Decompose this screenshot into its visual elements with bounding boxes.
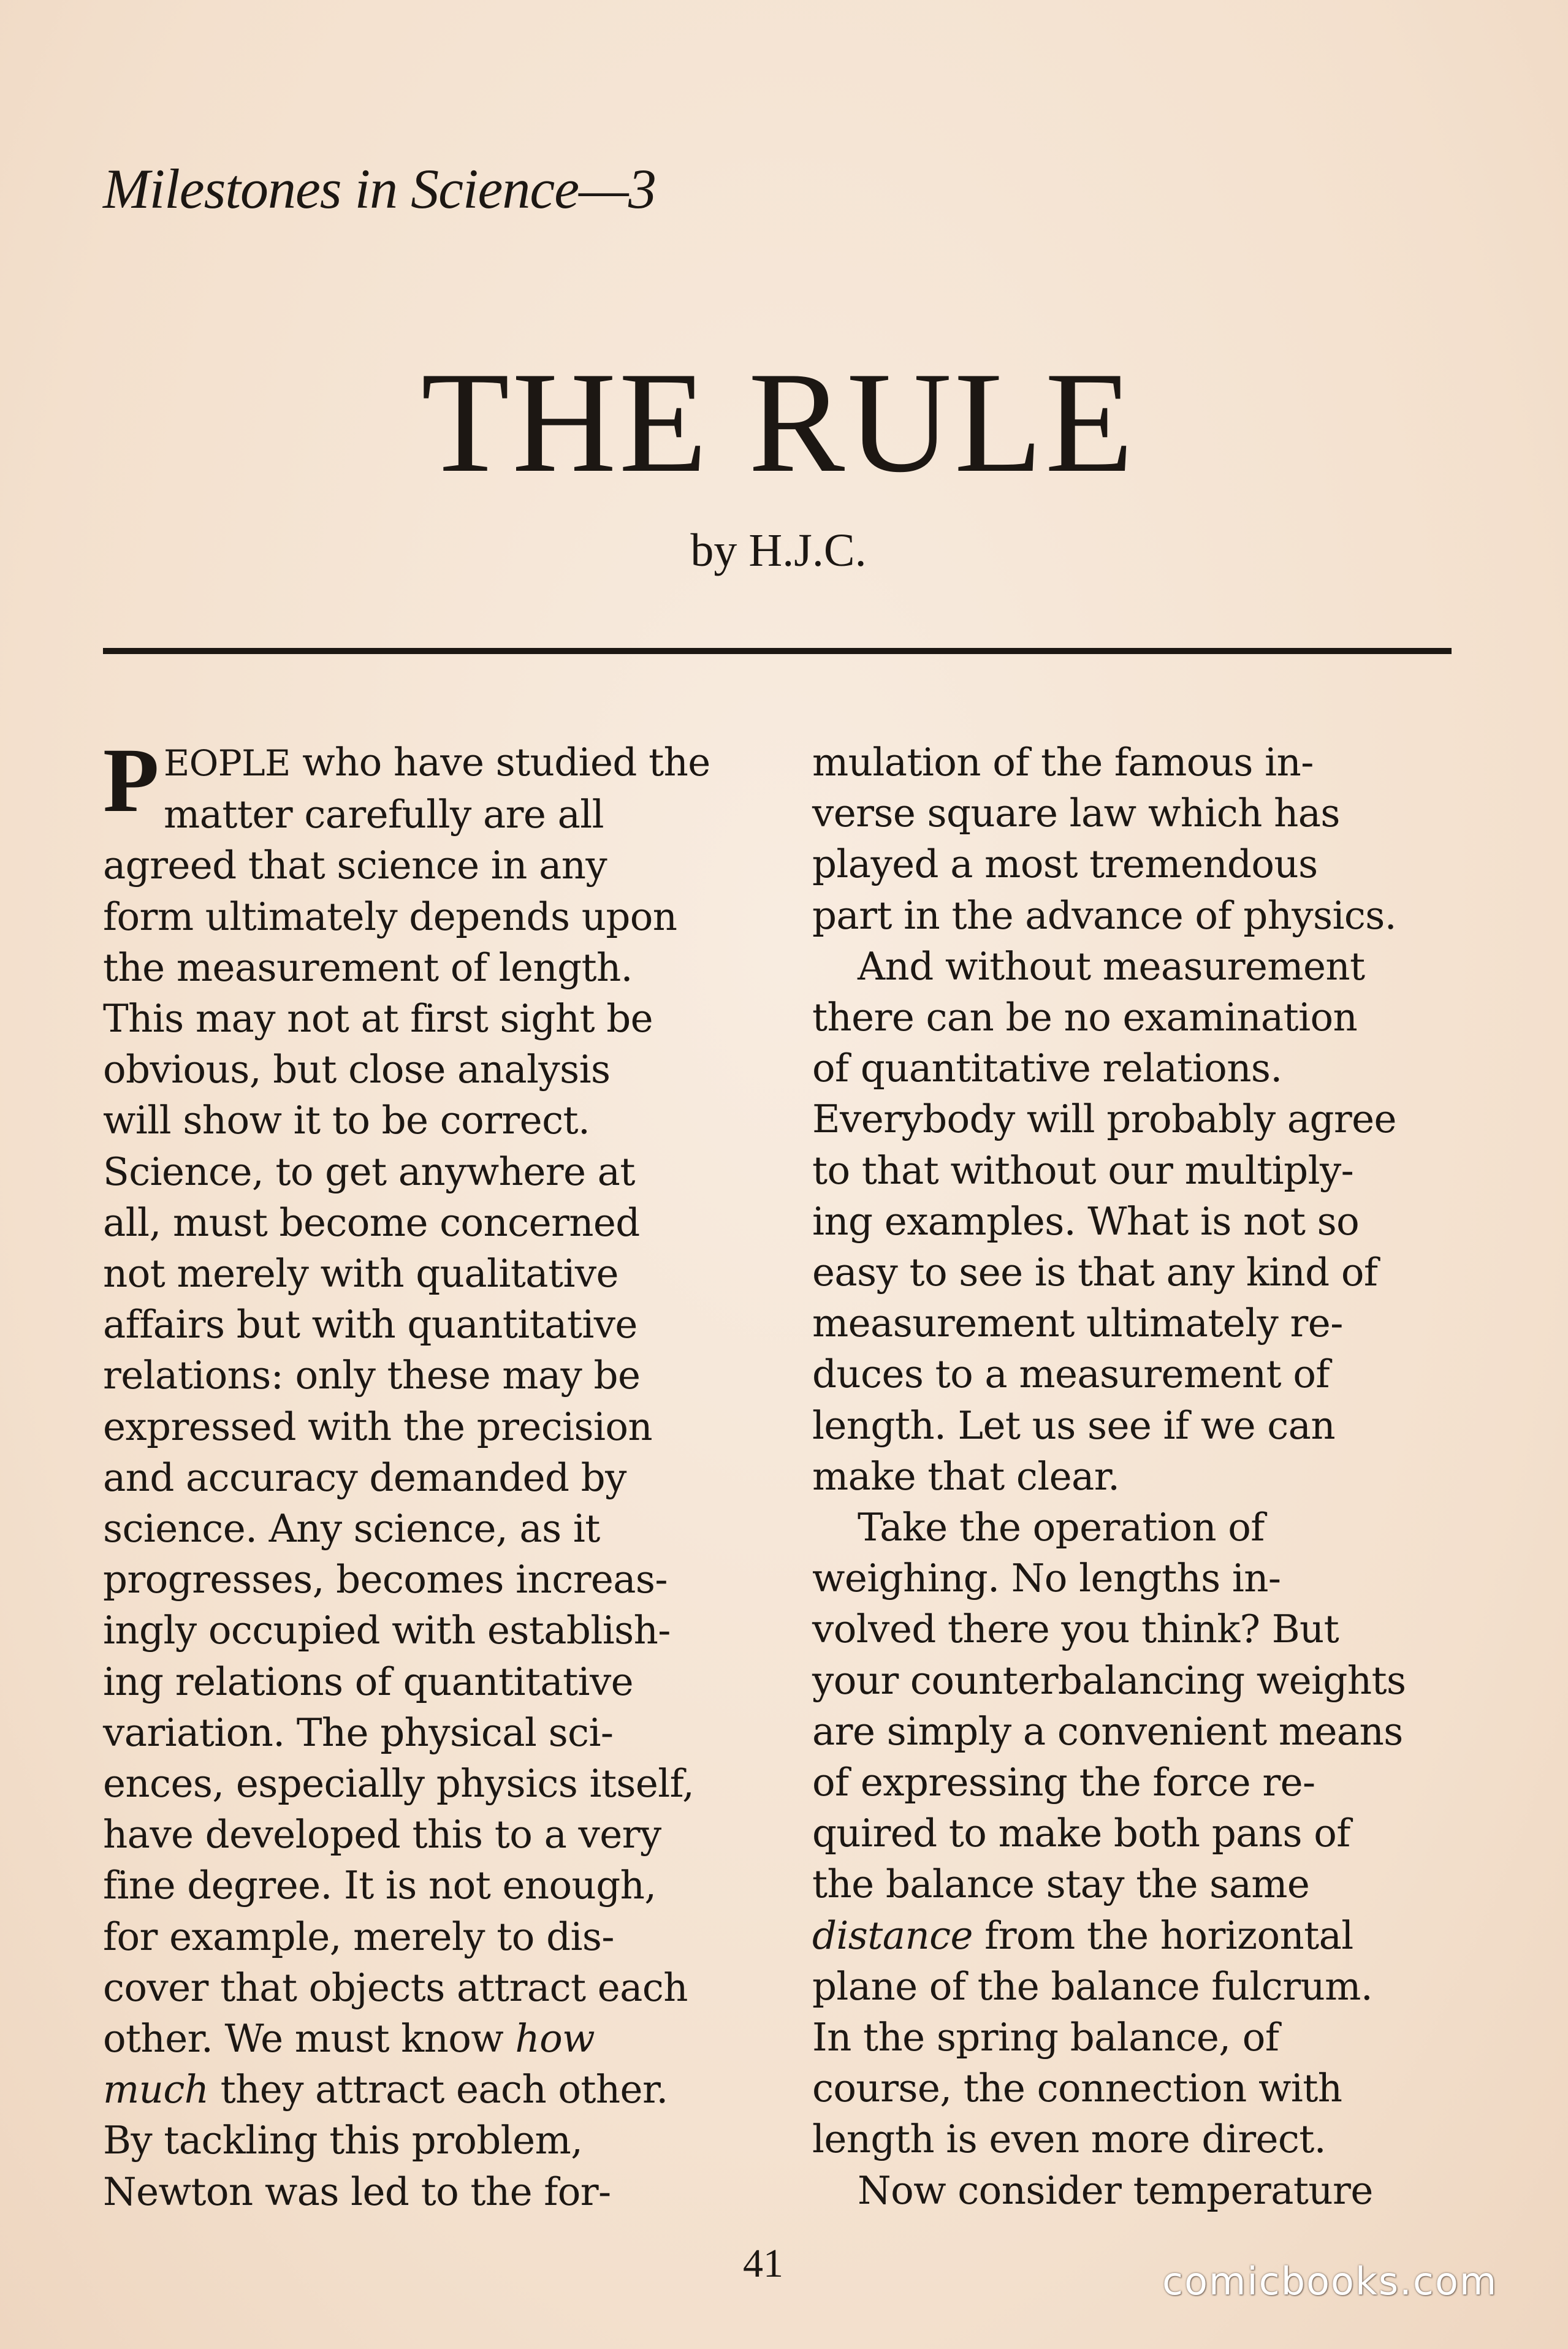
text-line: easy to see is that any kind of bbox=[812, 1250, 1378, 1295]
text-line: ences, especially physics itself, bbox=[103, 1761, 695, 1806]
text-line: course, the connection with bbox=[812, 2066, 1342, 2111]
text-line: all, must become concerned bbox=[103, 1200, 640, 1245]
text-segment: they attract each other. bbox=[208, 2067, 668, 2112]
text-line: plane of the balance fulcrum. bbox=[812, 1963, 1373, 2009]
text-line: affairs but with quantitative bbox=[103, 1302, 637, 1347]
text-line: the balance stay the same bbox=[812, 1862, 1310, 1907]
text-line: agreed that science in any bbox=[103, 843, 607, 888]
text-line: matter carefully are all bbox=[164, 792, 604, 837]
text-line: mulation of the famous in- bbox=[812, 740, 1314, 785]
text-line: ing examples. What is not so bbox=[812, 1198, 1360, 1244]
text-line bbox=[812, 2165, 1456, 2216]
text-line: of expressing the force re- bbox=[812, 1760, 1315, 1805]
text-line: to that without our multiply- bbox=[812, 1148, 1354, 1193]
text-line: your counterbalancing weights bbox=[812, 1658, 1406, 1703]
text-line bbox=[103, 789, 752, 840]
text-line bbox=[103, 2013, 752, 2064]
text-line: By tackling this problem, bbox=[103, 2118, 583, 2163]
text-line bbox=[812, 941, 1456, 992]
text-line: length is even more direct. bbox=[812, 2117, 1326, 2162]
text-line: variation. The physical sci- bbox=[103, 1710, 614, 1755]
text-line: who have studied the bbox=[290, 740, 710, 785]
text-line: length. Let us see if we can bbox=[812, 1403, 1335, 1448]
series-title: Milestones in Science—3 bbox=[103, 158, 656, 220]
text-line: ing relations of quantitative bbox=[103, 1659, 634, 1704]
text-line: part in the advance of physics. bbox=[812, 893, 1397, 938]
text-line: volved there you think? But bbox=[812, 1607, 1339, 1652]
text-line: ingly occupied with establish- bbox=[103, 1608, 671, 1653]
text-line bbox=[812, 1910, 1456, 1961]
text-segment: Take the operation of bbox=[858, 1505, 1265, 1550]
text-line: measurement ultimately re- bbox=[812, 1301, 1343, 1346]
text-line: for example, merely to dis- bbox=[103, 1914, 614, 1959]
left-column bbox=[103, 729, 752, 2217]
text-line: duces to a measurement of bbox=[812, 1352, 1330, 1397]
text-line: fine degree. It is not enough, bbox=[103, 1863, 657, 1908]
text-line: science. Any science, as it bbox=[103, 1506, 600, 1551]
text-line bbox=[103, 2064, 752, 2115]
right-column bbox=[812, 737, 1456, 2216]
text-line: In the spring balance, of bbox=[812, 2015, 1279, 2060]
text-line: and accuracy demanded by bbox=[103, 1455, 626, 1500]
divider-rule bbox=[103, 648, 1452, 654]
drop-cap: P bbox=[103, 729, 159, 831]
text-line: obvious, but close analysis bbox=[103, 1047, 611, 1092]
text-line: Science, to get anywhere at bbox=[103, 1149, 635, 1194]
text-segment: Now consider temperature bbox=[858, 2168, 1373, 2213]
text-line bbox=[812, 1502, 1456, 1553]
text-line: have developed this to a very bbox=[103, 1812, 661, 1857]
italic-word: much bbox=[103, 2067, 209, 2112]
italic-word: distance bbox=[812, 1913, 973, 1958]
text-line: not merely with qualitative bbox=[103, 1251, 618, 1296]
text-line: are simply a convenient means bbox=[812, 1708, 1403, 1754]
text-line: Everybody will probably agree bbox=[812, 1097, 1396, 1142]
watermark: comicbooks.com bbox=[1162, 2259, 1498, 2304]
first-word-smallcaps: EOPLE bbox=[164, 742, 291, 784]
page-number: 41 bbox=[743, 2241, 783, 2286]
text-line: played a most tremendous bbox=[812, 842, 1318, 887]
text-line: there can be no examination bbox=[812, 995, 1358, 1040]
text-line: will show it to be correct. bbox=[103, 1098, 590, 1143]
text-segment: And without measurement bbox=[858, 943, 1365, 989]
text-line: quired to make both pans of bbox=[812, 1811, 1350, 1856]
text-segment: other. We must know bbox=[103, 2016, 516, 2062]
text-line: weighing. No lengths in- bbox=[812, 1556, 1281, 1601]
text-line: Newton was led to the for- bbox=[103, 2169, 611, 2214]
text-line: relations: only these may be bbox=[103, 1353, 641, 1398]
text-line: the measurement of length. bbox=[103, 945, 633, 990]
text-line: form ultimately depends upon bbox=[103, 894, 677, 939]
text-line: expressed with the precision bbox=[103, 1404, 653, 1449]
text-line: verse square law which has bbox=[812, 791, 1340, 836]
text-line: progresses, becomes increas- bbox=[103, 1557, 668, 1602]
text-line: make that clear. bbox=[812, 1453, 1120, 1499]
byline: by H.J.C. bbox=[690, 525, 867, 576]
text-line: This may not at first sight be bbox=[103, 996, 653, 1041]
text-segment: from the horizontal bbox=[972, 1913, 1353, 1958]
article-title: THE RULE bbox=[421, 343, 1136, 503]
text-line: of quantitative relations. bbox=[812, 1046, 1282, 1091]
text-line: cover that objects attract each bbox=[103, 1965, 688, 2010]
italic-word: how bbox=[515, 2016, 595, 2062]
